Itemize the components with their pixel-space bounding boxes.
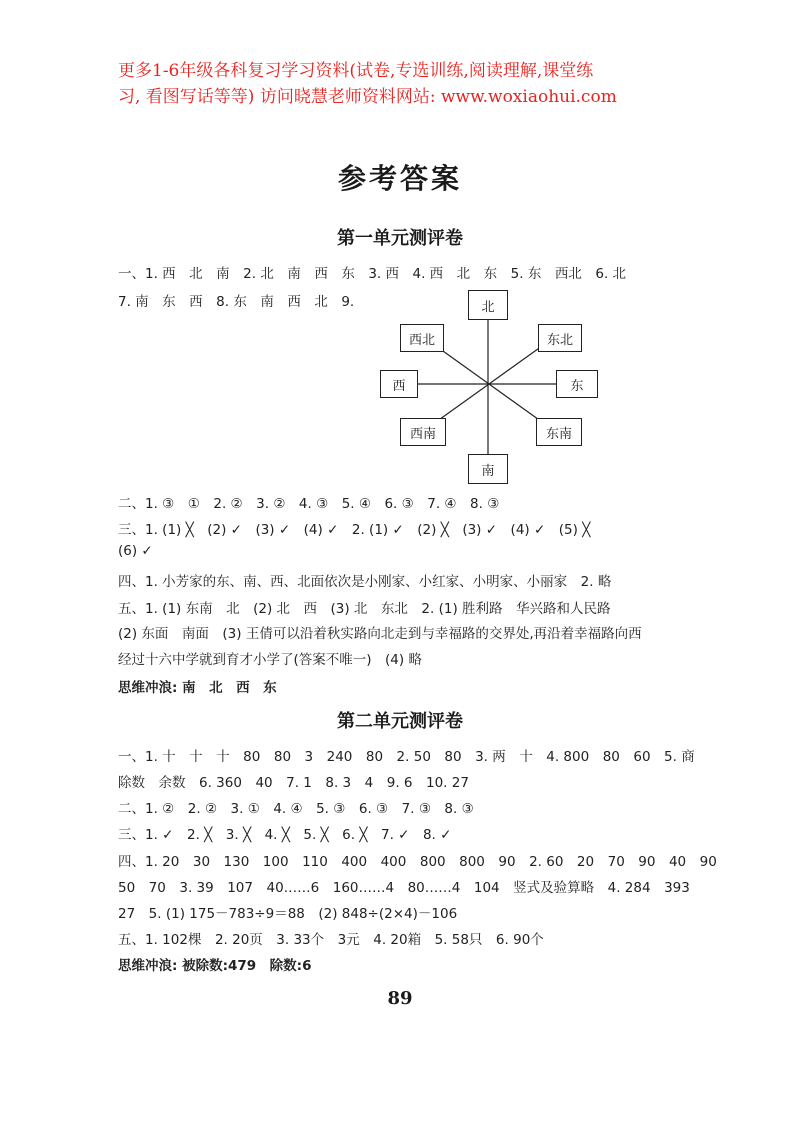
page-title: 参考答案 — [337, 162, 462, 195]
compass-southeast: 东南 — [536, 418, 582, 446]
compass-west: 西 — [380, 370, 418, 398]
compass-diagram — [360, 286, 620, 486]
compass-northwest: 西北 — [400, 324, 444, 352]
unit2-line: 除数 余数 6. 360 40 7. 1 8. 3 4 9. 6 10. 27 — [118, 775, 469, 791]
unit2-line: 五、1. 102棵 2. 20页 3. 33个 3元 4. 20箱 5. 58只 6. 90个 — [118, 932, 544, 948]
unit2-line: 三、1. ✓ 2. ╳ 3. ╳ 4. ╳ 5. ╳ 6. ╳ 7. ✓ 8. ✓ — [118, 827, 452, 843]
unit2-line: 思维冲浪: 被除数:479 除数:6 — [118, 958, 312, 974]
compass-east: 东 — [556, 370, 598, 398]
compass-southwest: 西南 — [400, 418, 446, 446]
unit1-line: 7. 南 东 西 8. 东 南 西 北 9. — [118, 294, 355, 310]
promo-banner-line-2: 习, 看图写话等等) 访问晓慧老师资料网站: www.woxiaohui.com — [118, 87, 617, 107]
compass-northeast: 东北 — [538, 324, 582, 352]
unit2-line: 四、1. 20 30 130 100 110 400 400 800 800 90 2. 60 20 70 90 40 90 — [118, 854, 717, 870]
unit1-line: 一、1. 西 北 南 2. 北 南 西 东 3. 西 4. 西 北 东 5. 东 西北 6. 北 — [118, 266, 627, 282]
promo-banner-line-1: 更多1-6年级各科复习学习资料(试卷,专选训练,阅读理解,课堂练 — [118, 61, 594, 81]
compass-south: 南 — [468, 454, 508, 484]
unit1-line: 经过十六中学就到育才小学了(答案不唯一) (4) 略 — [118, 652, 422, 668]
unit1-line: 三、1. (1) ╳ (2) ✓ (3) ✓ (4) ✓ 2. (1) ✓ (2) ╳ (3) ✓ (4) ✓ (5) ╳ — [118, 522, 591, 538]
unit1-line: (6) ✓ — [118, 543, 153, 559]
page-number: 89 — [387, 988, 413, 1009]
unit2-line: 50 70 3. 39 107 40……6 160……4 80……4 104 竖式及验算略 4. 284 393 — [118, 880, 690, 896]
unit1-line: 思维冲浪: 南 北 西 东 — [118, 680, 277, 696]
unit1-line: 五、1. (1) 东南 北 (2) 北 西 (3) 北 东北 2. (1) 胜利路 华兴路和人民路 — [118, 601, 611, 617]
unit2-line: 二、1. ② 2. ② 3. ① 4. ④ 5. ③ 6. ③ 7. ③ 8. ③ — [118, 801, 474, 817]
unit1-line: (2) 东面 南面 (3) 王倩可以沿着秋实路向北走到与幸福路的交界处,再沿着幸福路向西 — [118, 626, 642, 642]
compass-north: 北 — [468, 290, 508, 320]
unit2-line: 27 5. (1) 175－783÷9＝88 (2) 848÷(2×4)－106 — [118, 906, 458, 922]
unit1-line: 二、1. ③ ① 2. ② 3. ② 4. ③ 5. ④ 6. ③ 7. ④ 8. ③ — [118, 496, 500, 512]
unit1-title: 第一单元测评卷 — [337, 228, 463, 249]
unit2-line: 一、1. 十 十 十 80 80 3 240 80 2. 50 80 3. 两 十 4. 800 80 60 5. 商 — [118, 749, 695, 765]
unit2-title: 第二单元测评卷 — [337, 711, 463, 732]
unit1-line: 四、1. 小芳家的东、南、西、北面依次是小刚家、小红家、小明家、小丽家 2. 略 — [118, 574, 612, 590]
promo-banner — [118, 58, 718, 110]
